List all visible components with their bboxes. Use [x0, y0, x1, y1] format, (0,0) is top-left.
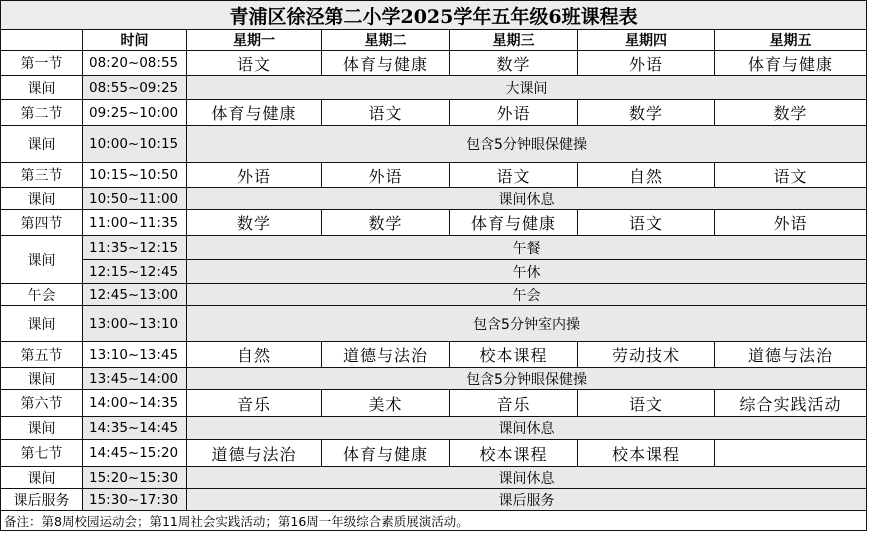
header-cell-monday: 星期一 [187, 30, 322, 51]
break-note: 午休 [187, 260, 867, 284]
break-note: 课间休息 [187, 467, 867, 489]
break-note: 午餐 [187, 236, 867, 260]
subject-cell: 音乐 [187, 390, 322, 417]
break-note: 大课间 [187, 76, 867, 100]
period-label: 第三节 [1, 163, 83, 188]
period-label: 课后服务 [1, 489, 83, 511]
break-note: 课间休息 [187, 417, 867, 440]
header-row [1, 30, 867, 51]
break-note: 课间休息 [187, 188, 867, 210]
footer-row [1, 511, 867, 531]
time-cell: 10:15~10:50 [83, 163, 187, 188]
break-row [1, 417, 867, 440]
break-row [1, 284, 867, 306]
subject-cell: 语文 [187, 51, 322, 76]
break-row [1, 260, 867, 284]
period-label: 午会 [1, 284, 83, 306]
time-cell: 12:45~13:00 [83, 284, 187, 306]
time-cell: 09:25~10:00 [83, 100, 187, 126]
subject-cell: 体育与健康 [715, 51, 867, 76]
time-cell: 15:20~15:30 [83, 467, 187, 489]
break-note: 包含5分钟室内操 [187, 306, 867, 342]
subject-cell: 道德与法治 [187, 440, 322, 467]
subject-cell: 校本课程 [578, 440, 715, 467]
time-cell: 10:00~10:15 [83, 126, 187, 163]
subject-cell: 音乐 [450, 390, 578, 417]
subject-cell: 语文 [578, 210, 715, 236]
subject-cell: 体育与健康 [322, 440, 450, 467]
period-label: 课间 [1, 76, 83, 100]
header-cell-time: 时间 [83, 30, 187, 51]
break-row [1, 467, 867, 489]
footer-note: 备注：第8周校园运动会；第11周社会实践活动；第16周一年级综合素质展演活动。 [1, 511, 867, 531]
time-cell: 12:15~12:45 [83, 260, 187, 284]
break-row [1, 236, 867, 260]
timetable-title: 青浦区徐泾第二小学2025学年五年级6班课程表 [1, 1, 867, 30]
time-cell: 11:00~11:35 [83, 210, 187, 236]
time-cell: 08:55~09:25 [83, 76, 187, 100]
subject-cell: 数学 [322, 210, 450, 236]
schedule-row [1, 440, 867, 467]
period-label: 课间 [1, 236, 83, 284]
subject-cell: 美术 [322, 390, 450, 417]
period-label: 课间 [1, 417, 83, 440]
period-label: 第一节 [1, 51, 83, 76]
subject-cell: 数学 [715, 100, 867, 126]
subject-cell: 自然 [187, 342, 322, 368]
period-label: 第五节 [1, 342, 83, 368]
schedule-row [1, 51, 867, 76]
break-note: 课后服务 [187, 489, 867, 511]
break-row [1, 306, 867, 342]
break-row [1, 368, 867, 390]
subject-cell: 语文 [578, 390, 715, 417]
header-cell-wednesday: 星期三 [450, 30, 578, 51]
subject-cell: 自然 [578, 163, 715, 188]
break-row [1, 489, 867, 511]
subject-cell: 外语 [450, 100, 578, 126]
schedule-row [1, 390, 867, 417]
schedule-row [1, 210, 867, 236]
subject-cell: 数学 [578, 100, 715, 126]
subject-cell: 体育与健康 [322, 51, 450, 76]
subject-cell: 语文 [322, 100, 450, 126]
header-cell-corner [1, 30, 83, 51]
time-cell: 13:00~13:10 [83, 306, 187, 342]
period-label: 第四节 [1, 210, 83, 236]
subject-cell: 语文 [715, 163, 867, 188]
subject-cell: 数学 [450, 51, 578, 76]
time-cell: 13:45~14:00 [83, 368, 187, 390]
header-cell-thursday: 星期四 [578, 30, 715, 51]
period-label: 课间 [1, 306, 83, 342]
subject-cell: 外语 [322, 163, 450, 188]
time-cell: 11:35~12:15 [83, 236, 187, 260]
header-cell-friday: 星期五 [715, 30, 867, 51]
subject-cell: 道德与法治 [322, 342, 450, 368]
break-row [1, 126, 867, 163]
header-cell-tuesday: 星期二 [322, 30, 450, 51]
period-label: 第七节 [1, 440, 83, 467]
schedule-row [1, 163, 867, 188]
period-label: 第六节 [1, 390, 83, 417]
subject-cell: 外语 [715, 210, 867, 236]
time-cell: 08:20~08:55 [83, 51, 187, 76]
period-label: 课间 [1, 188, 83, 210]
time-cell: 14:00~14:35 [83, 390, 187, 417]
subject-cell: 体育与健康 [187, 100, 322, 126]
break-note: 包含5分钟眼保健操 [187, 126, 867, 163]
subject-cell: 体育与健康 [450, 210, 578, 236]
break-row [1, 188, 867, 210]
time-cell: 14:35~14:45 [83, 417, 187, 440]
subject-cell: 外语 [578, 51, 715, 76]
subject-cell: 外语 [187, 163, 322, 188]
time-cell: 13:10~13:45 [83, 342, 187, 368]
time-cell: 14:45~15:20 [83, 440, 187, 467]
break-row [1, 76, 867, 100]
period-label: 课间 [1, 126, 83, 163]
time-cell: 15:30~17:30 [83, 489, 187, 511]
period-label: 课间 [1, 368, 83, 390]
schedule-row [1, 342, 867, 368]
subject-cell: 劳动技术 [578, 342, 715, 368]
break-note: 午会 [187, 284, 867, 306]
schedule-row [1, 100, 867, 126]
subject-cell: 数学 [187, 210, 322, 236]
break-note: 包含5分钟眼保健操 [187, 368, 867, 390]
subject-cell-empty [715, 440, 867, 467]
subject-cell: 语文 [450, 163, 578, 188]
subject-cell: 综合实践活动 [715, 390, 867, 417]
period-label: 第二节 [1, 100, 83, 126]
period-label: 课间 [1, 467, 83, 489]
subject-cell: 校本课程 [450, 342, 578, 368]
time-cell: 10:50~11:00 [83, 188, 187, 210]
subject-cell: 道德与法治 [715, 342, 867, 368]
subject-cell: 校本课程 [450, 440, 578, 467]
